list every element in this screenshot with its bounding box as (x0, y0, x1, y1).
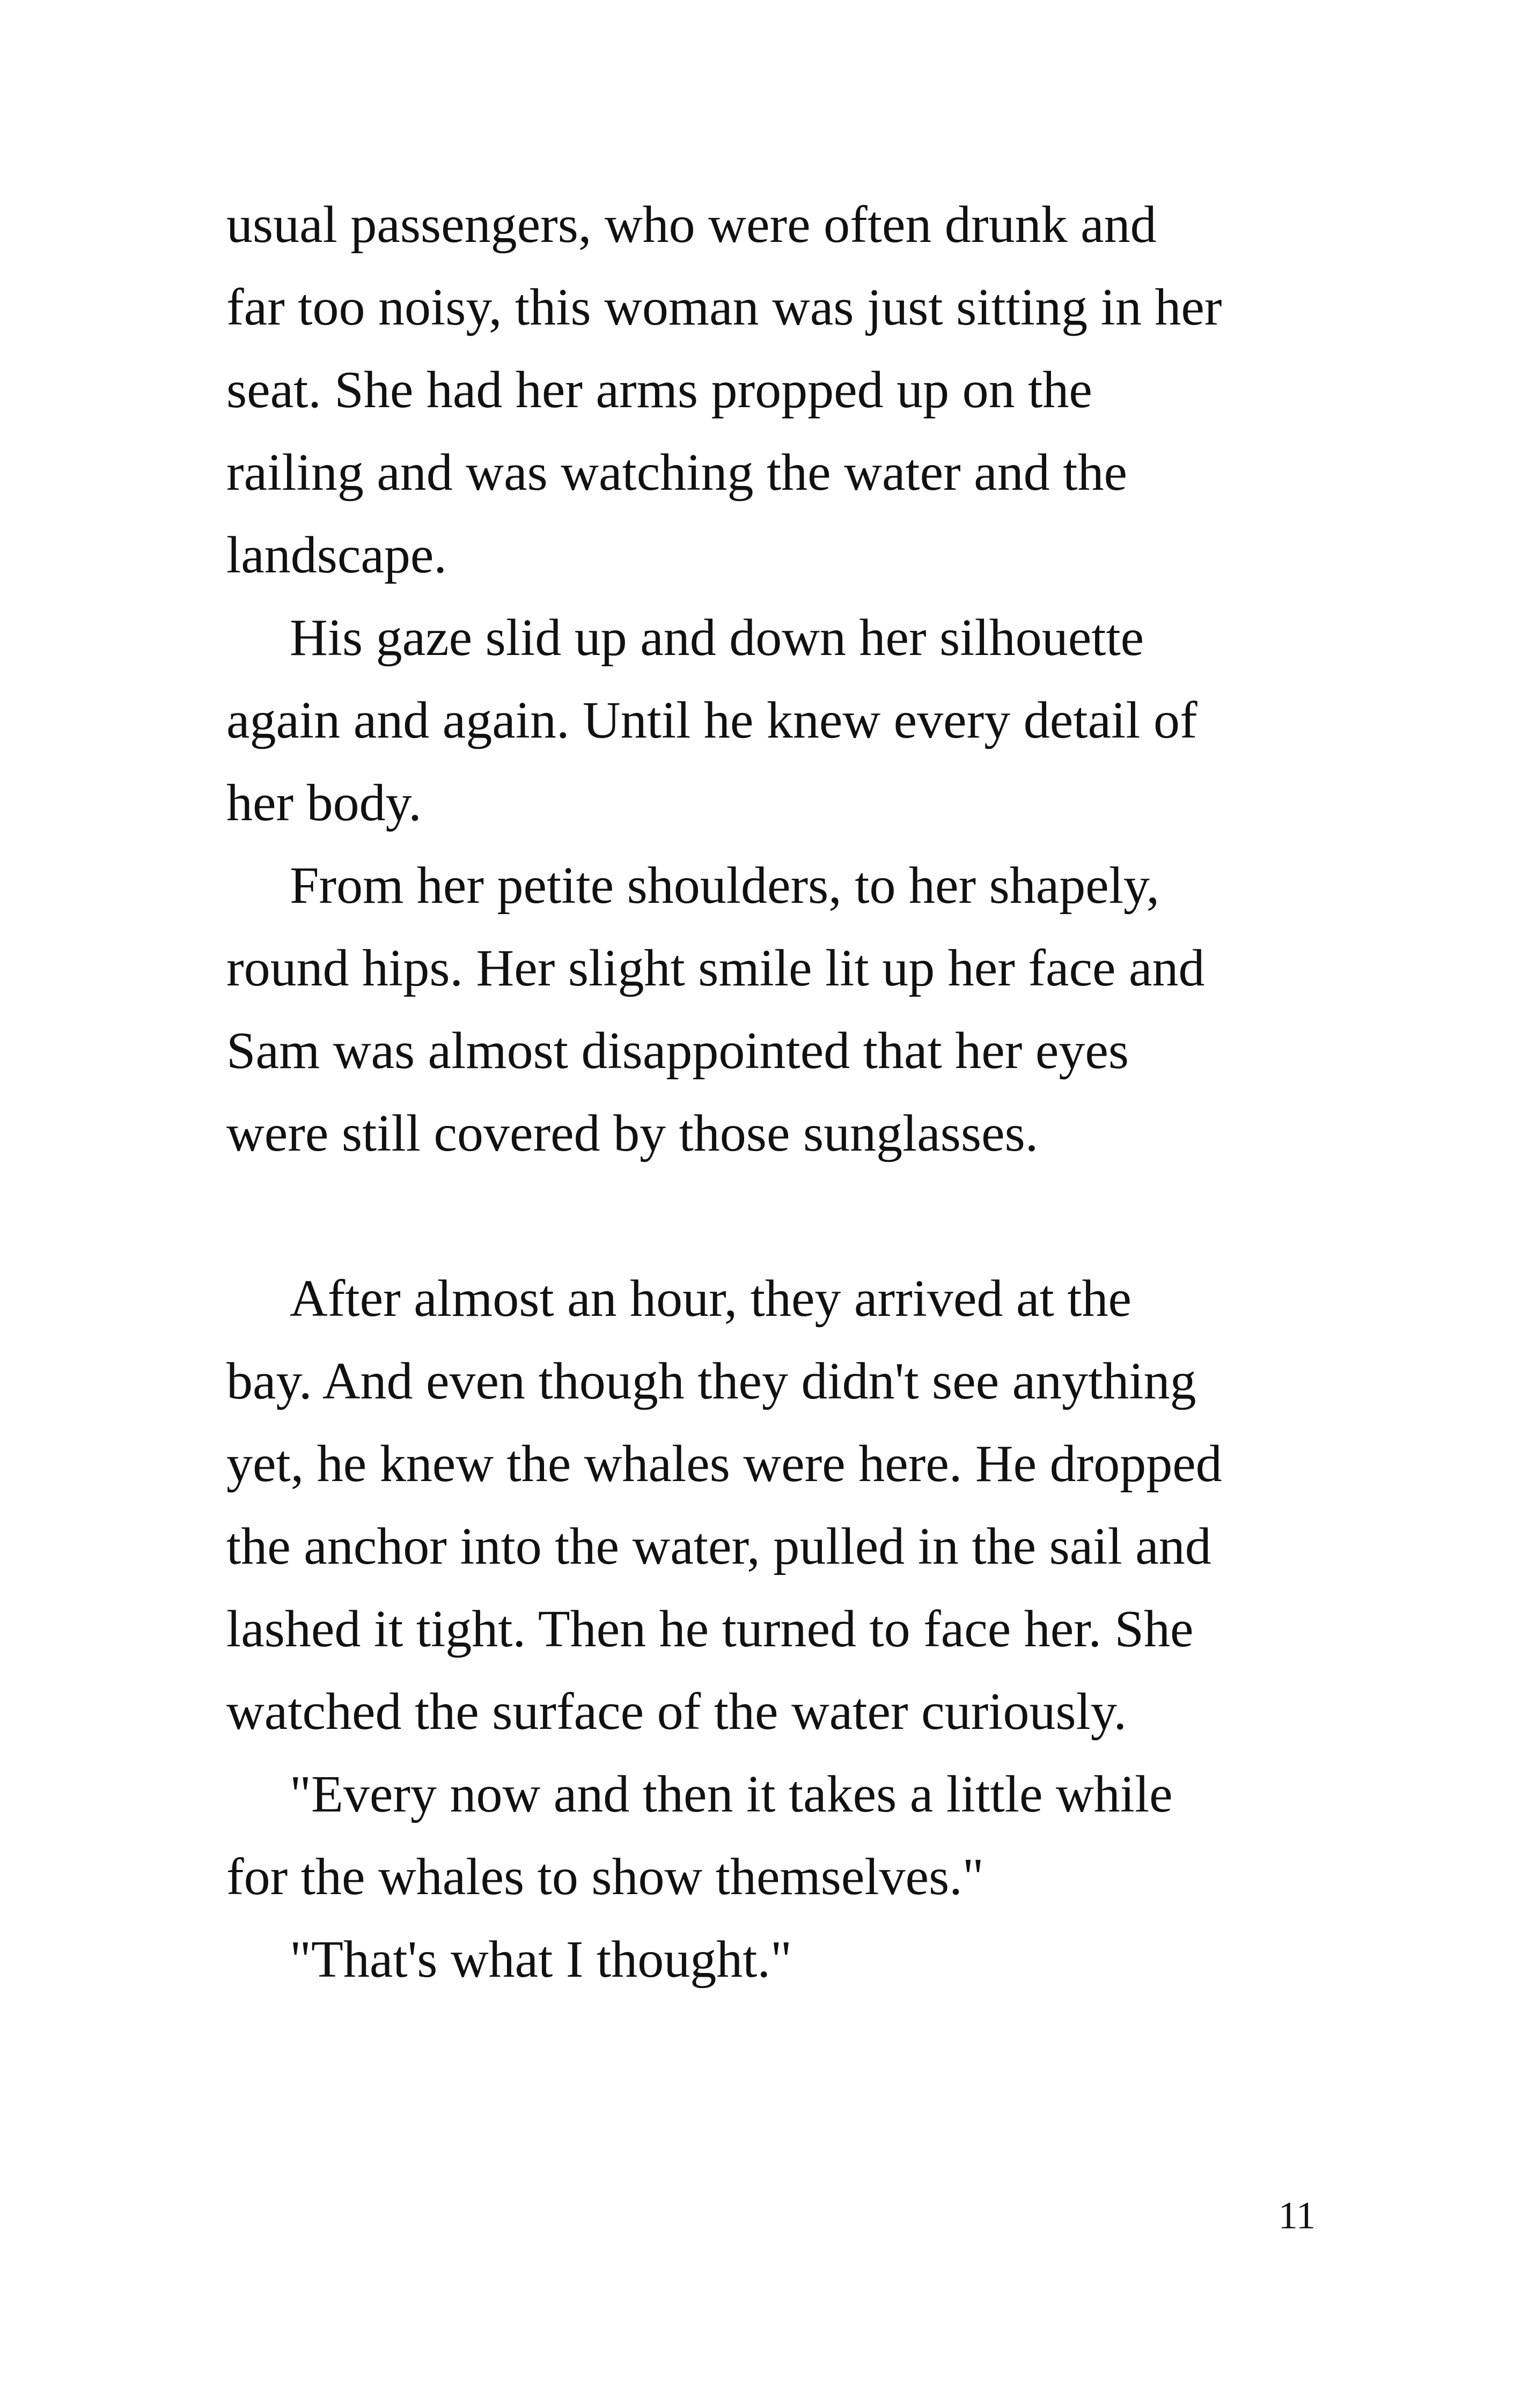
page-number: 11 (1278, 2194, 1316, 2237)
text-line: far too noisy, this woman was just sitting in her (226, 278, 1222, 336)
text-line: His gaze slid up and down her silhouette (290, 609, 1144, 667)
text-line: bay. And even though they didn't see anything (226, 1352, 1196, 1410)
text-line: railing and was watching the water and the (226, 444, 1128, 502)
paragraph (226, 597, 1316, 844)
text-line: were still covered by those sunglasses. (226, 1104, 1039, 1162)
paragraph (226, 844, 1316, 1175)
text-line: her body. (226, 774, 422, 832)
paragraph (226, 1753, 1316, 1918)
text-line: "That's what I thought." (290, 1931, 792, 1989)
text-line: From her petite shoulders, to her shapely, (290, 857, 1160, 915)
text-line: usual passengers, who were often drunk and (226, 196, 1157, 254)
text-line: watched the surface of the water curiously. (226, 1683, 1127, 1741)
text-line: seat. She had her arms propped up on the (226, 361, 1092, 419)
section-break (226, 1175, 1316, 1257)
text-line: lashed it tight. Then he turned to face her. She (226, 1600, 1194, 1658)
text-line: for the whales to show themselves." (226, 1848, 984, 1906)
text-line: again and again. Until he knew every detail of (226, 691, 1197, 749)
paragraph (226, 1257, 1316, 1753)
text-line: the anchor into the water, pulled in the sail and (226, 1518, 1211, 1575)
text-line: After almost an hour, they arrived at the (290, 1270, 1131, 1328)
text-line: round hips. Her slight smile lit up her face and (226, 939, 1205, 997)
page-body-text (226, 183, 1316, 2001)
text-line: yet, he knew the whales were here. He dropped (226, 1435, 1222, 1493)
text-line: Sam was almost disappointed that her eyes (226, 1022, 1129, 1080)
text-line: "Every now and then it takes a little while (290, 1765, 1173, 1823)
paragraph (226, 183, 1316, 597)
text-line: landscape. (226, 526, 447, 584)
paragraph (226, 1918, 1316, 2001)
